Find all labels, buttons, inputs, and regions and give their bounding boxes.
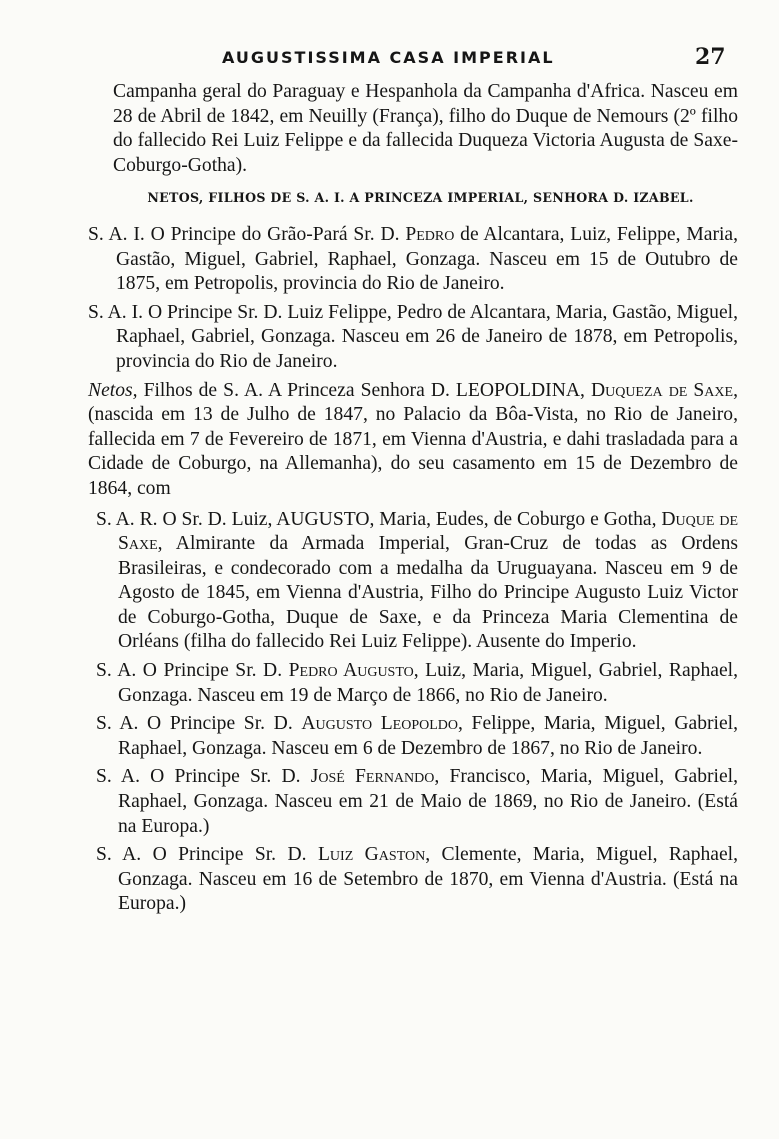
entry-text-b: , Almirante da Armada Imperial, Gran-Cruz de todas as Ordens Brasileiras, e condecorado com a medalha da Uruguayana. Nasceu em 9 de Agosto de 1845, em Vienna d'Austria, Filho do Principe Augusto Luiz Victor de Coburgo-Gotha, Duque de Saxe, e da Princeza Maria Clementina de Orléans (filha do fallecido Rei Luiz Felippe). Ausente do Imperio. <box>118 533 738 653</box>
continuation-paragraph: Campanha geral do Paraguay e Hespanhola da Campanha d'Africa. Nasceu em 28 de Abril de 1842, em Neuilly (França), filho do Duque de Nemours (2º filho do fallecido Rei Luiz Felippe e da fallecida Duqueza Victoria Augusta de Saxe-Coburgo-Gotha). <box>113 81 738 176</box>
entry-text-b: , Luiz, Maria, Miguel, Gabriel, Raphael, Gonzaga. Nasceu em 19 de Março de 1866, no Rio de Janeiro. <box>118 660 738 706</box>
section-heading: NETOS, FILHOS DE S. A. I. A PRINCEZA IMPERIAL, SENHORA D. IZABEL. <box>147 190 694 206</box>
entry-prince-luiz-felippe: S. A. I. O Principe Sr. D. Luiz Felippe, Pedro de Alcantara, Maria, Gastão, Miguel, Raphael, Gabriel, Gonzaga. Nasceu em 26 de Janeiro de 1878, em Petropolis, provincia do Rio de Janeiro. <box>88 301 738 372</box>
netos-paragraph <box>88 379 738 502</box>
entry-name: Pedro Augusto <box>288 660 414 682</box>
netos-title: Duqueza de Saxe, <box>590 379 738 401</box>
entry-text-a: S. A. O Principe Sr. D. <box>96 844 318 866</box>
netos-label: Netos, <box>88 379 138 401</box>
entry-text-b: , Clemente, Maria, Miguel, Raphael, Gonzaga. Nasceu em 16 de Setembro de 1870, em Vienna d'Austria. (Está na Europa.) <box>118 844 739 915</box>
entry-prince-jose-fernando <box>88 765 738 839</box>
entry-text-b: , Francisco, Maria, Miguel, Gabriel, Raphael, Gonzaga. Nasceu em 21 de Maio de 1869, no Rio de Janeiro. (Está na Europa.) <box>118 766 739 837</box>
entry-prince-pedro <box>88 223 738 297</box>
page-number: 27 <box>695 44 726 70</box>
entry-text-a: S. A. I. O Principe do Grão-Pará Sr. D. <box>88 223 406 245</box>
entry-name: Luiz Gaston <box>317 844 426 866</box>
entry-text-a: S. A. R. O Sr. D. Luiz, AUGUSTO, Maria, Eudes, de Coburgo e Gotha, <box>96 508 662 530</box>
entry-name: Pedro <box>405 223 455 245</box>
entry-text-a: S. A. O Principe Sr. D. <box>96 713 302 735</box>
entry-name: José Fernando <box>310 766 435 788</box>
entry-prince-augusto-leopoldo <box>88 712 738 761</box>
netos-text-a: Filhos de S. A. A Princeza Senhora D. LEOPOLDINA, <box>137 379 591 401</box>
entry-text-b: de Alcantara, Luiz, Felippe, Maria, Gastão, Miguel, Gabriel, Raphael, Gonzaga. Nasceu em 15 de Outubro de 1875, em Petropolis, provincia do Rio de Janeiro. <box>116 223 739 295</box>
entry-name: Duque de Saxe <box>118 508 739 555</box>
page-body <box>88 80 738 921</box>
entry-text-b: , Felippe, Maria, Miguel, Gabriel, Raphael, Gonzaga. Nasceu em 6 de Dezembro de 1867, no Rio de Janeiro. <box>118 713 739 759</box>
running-title: AUGUSTISSIMA CASA IMPERIAL <box>222 48 555 67</box>
page-header <box>0 44 779 74</box>
entry-prince-pedro-augusto <box>88 659 738 708</box>
entry-name: Augusto Leopoldo <box>301 713 459 735</box>
entry-prince-luiz-gaston <box>88 843 738 917</box>
entry-text-a: S. A. O Principe Sr. D. <box>96 766 311 788</box>
entry-text-a: S. A. O Principe Sr. D. <box>96 660 289 682</box>
netos-text-b: (nascida em 13 de Julho de 1847, no Palacio da Bôa-Vista, no Rio de Janeiro, fallecida em 7 de Fevereiro de 1871, em Vienna d'Austria, e dahi trasladada para a Cidade de Coburgo, na Allemanha), do seu casamento em 15 de Dezembro de 1864, com <box>88 404 738 499</box>
entry-duque-luiz-augusto <box>88 508 738 656</box>
